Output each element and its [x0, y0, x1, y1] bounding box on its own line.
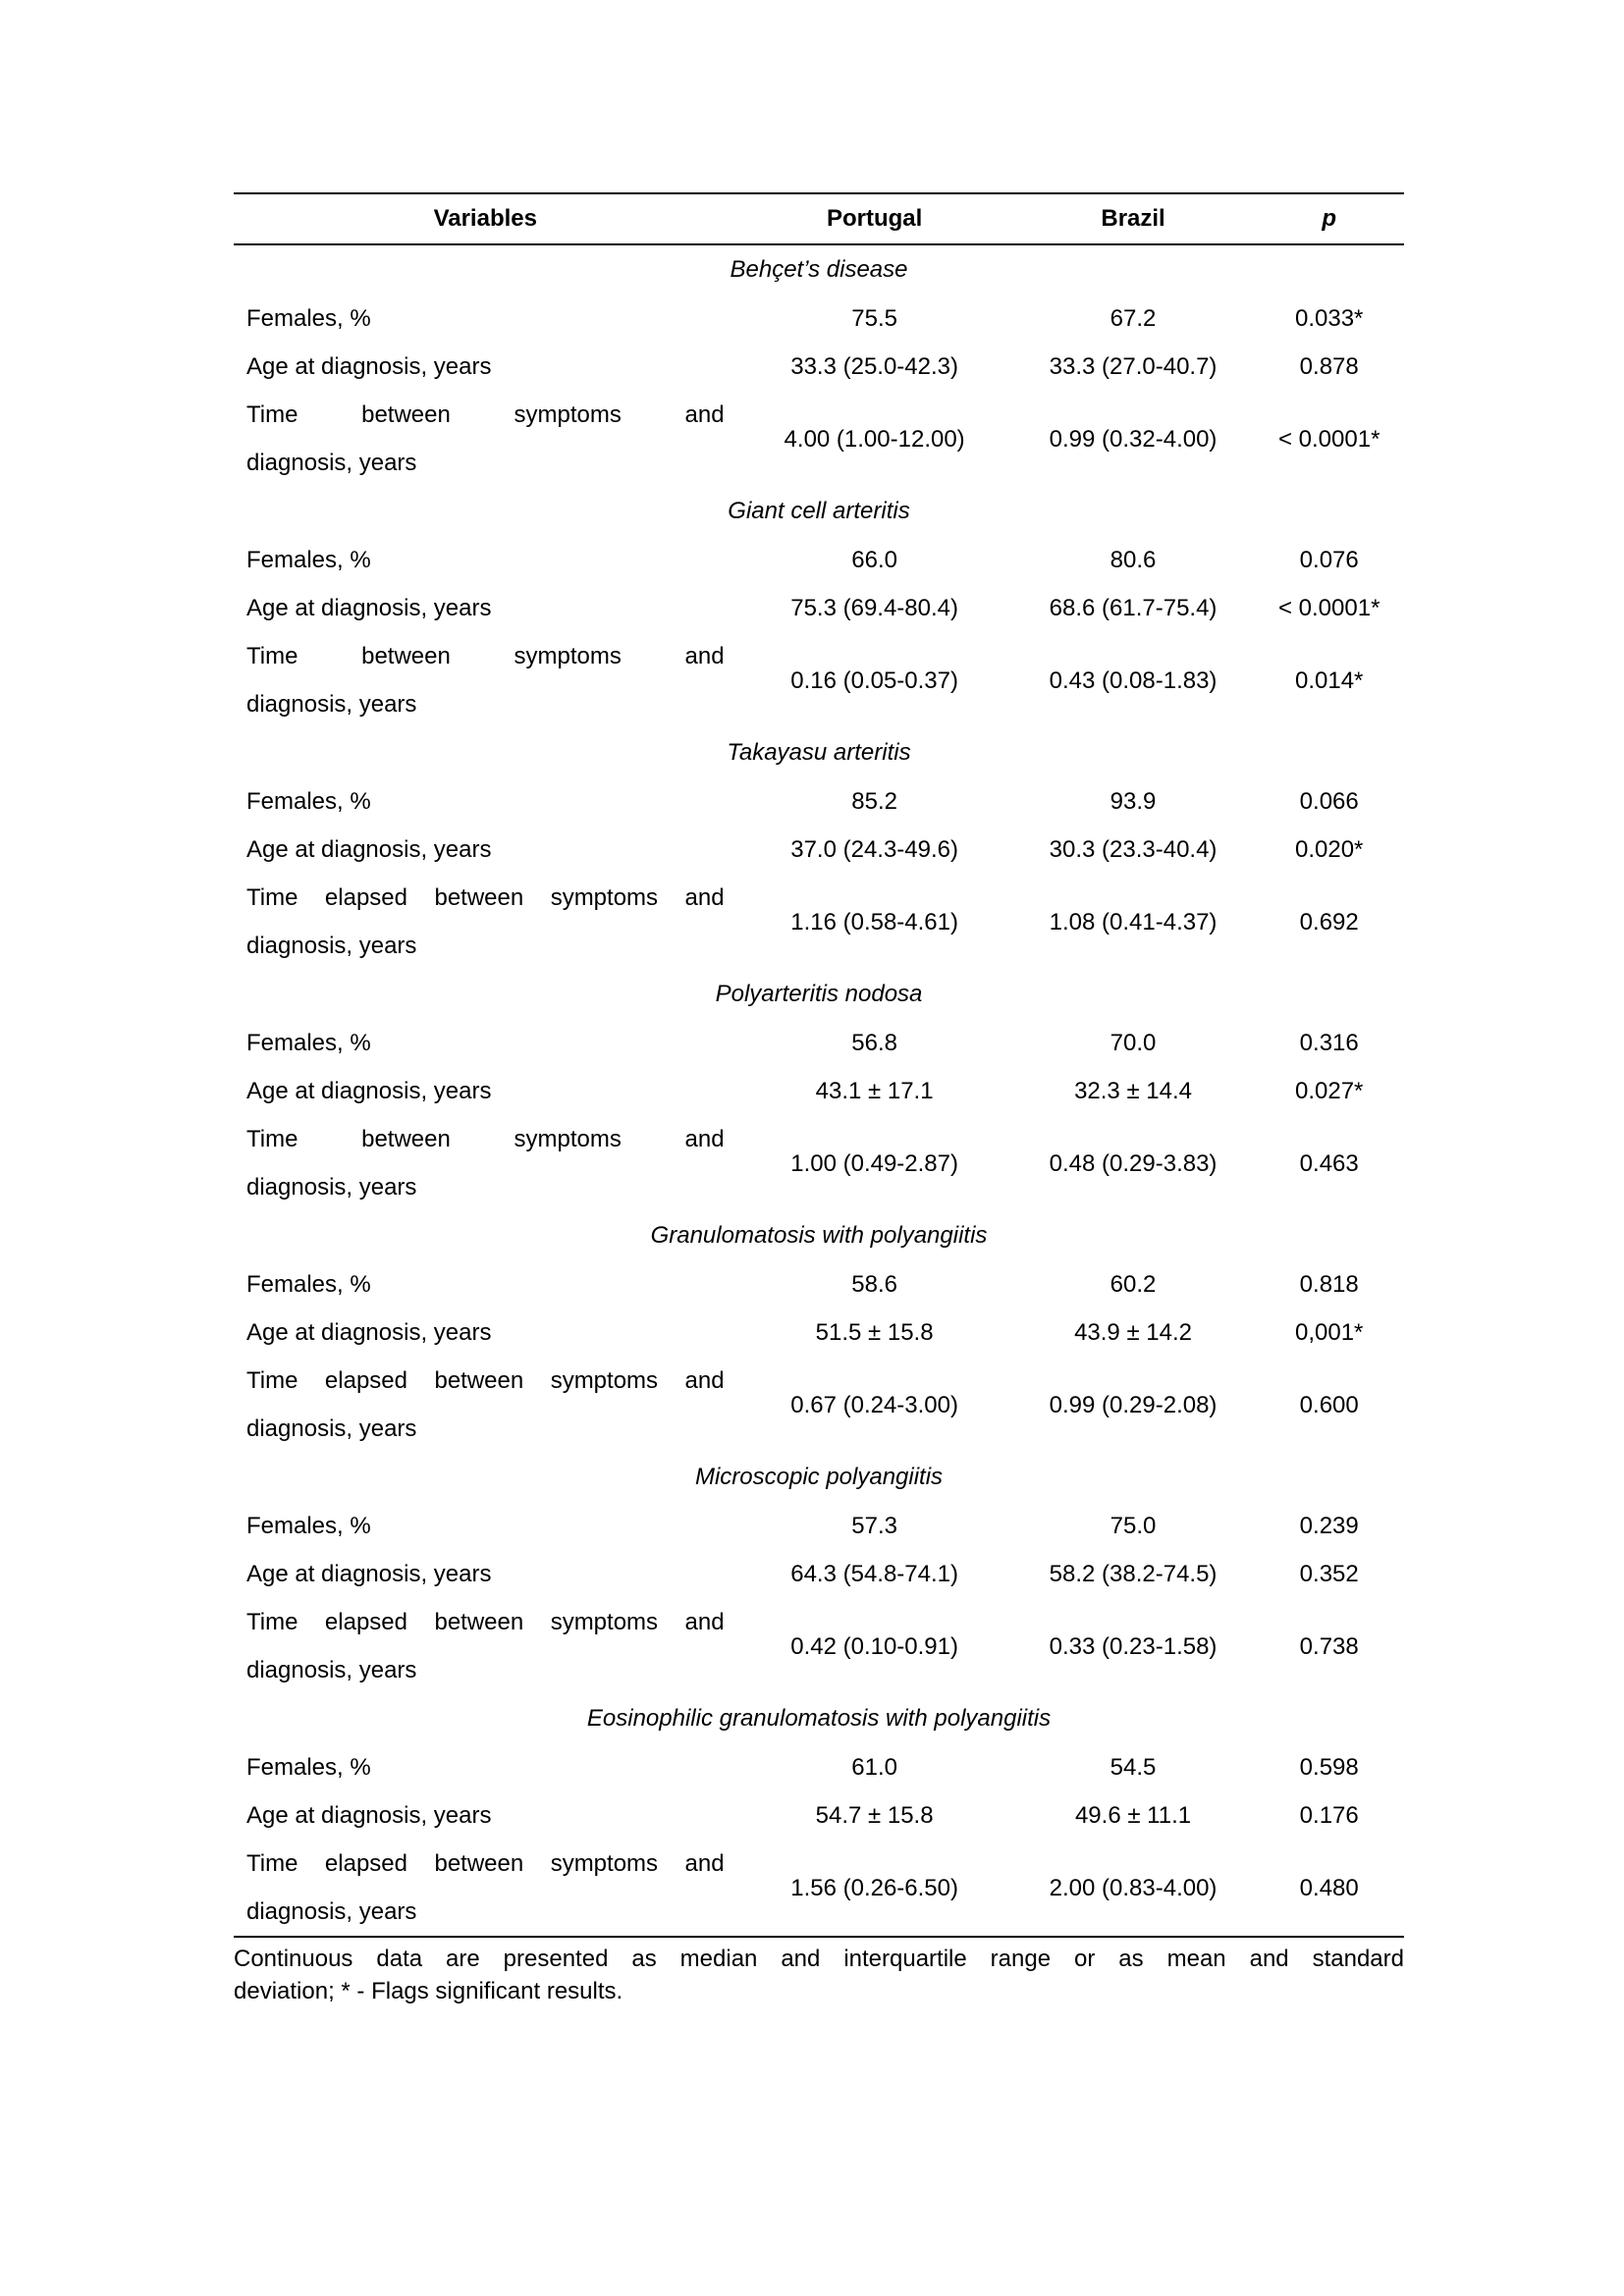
variable-label [234, 1308, 737, 1357]
p-value: 0.818 [1299, 1271, 1359, 1298]
portugal-value: 37.0 (24.3-49.6) [790, 836, 958, 863]
brazil-value: 2.00 (0.83-4.00) [1049, 1874, 1218, 1901]
table-row [234, 1357, 1404, 1453]
portugal-value: 0.42 (0.10-0.91) [790, 1632, 958, 1660]
section-title-row [234, 244, 1404, 294]
variable-label [234, 1743, 737, 1791]
portugal-value: 85.2 [851, 788, 897, 815]
p-value: 0.692 [1299, 908, 1359, 935]
p-value: 0.738 [1299, 1632, 1359, 1660]
section-title-row [234, 1453, 1404, 1502]
variable-label-line: Age at diagnosis, years [246, 353, 492, 380]
section-title-row [234, 487, 1404, 536]
p-value: 0.598 [1299, 1754, 1359, 1781]
table-row [234, 1743, 1404, 1791]
variable-label-line: Time between symptoms and [246, 401, 725, 428]
portugal-value: 1.00 (0.49-2.87) [790, 1149, 958, 1177]
brazil-value: 0.99 (0.32-4.00) [1049, 425, 1218, 453]
portugal-value: 64.3 (54.8-74.1) [790, 1561, 958, 1587]
variable-label-line: Time elapsed between symptoms and [246, 1850, 725, 1877]
brazil-value: 43.9 ± 14.2 [1074, 1319, 1192, 1346]
variable-label [234, 632, 737, 728]
variable-label [234, 1019, 737, 1067]
table-row [234, 1067, 1404, 1115]
portugal-value: 1.16 (0.58-4.61) [790, 908, 958, 935]
p-value: 0.014* [1295, 667, 1364, 694]
variable-label [234, 343, 737, 391]
variable-label [234, 777, 737, 826]
brazil-value: 32.3 ± 14.4 [1074, 1078, 1192, 1104]
brazil-value: 75.0 [1110, 1513, 1157, 1539]
table-row [234, 826, 1404, 874]
p-value: 0.352 [1299, 1561, 1359, 1587]
portugal-value: 75.5 [851, 305, 897, 332]
brazil-value: 49.6 ± 11.1 [1074, 1802, 1192, 1829]
table-row [234, 1019, 1404, 1067]
variable-label-line: Age at diagnosis, years [246, 595, 492, 621]
portugal-value: 0.16 (0.05-0.37) [790, 667, 958, 694]
table-row [234, 536, 1404, 584]
brazil-value: 70.0 [1110, 1030, 1157, 1056]
variable-label-line: Females, % [246, 1271, 371, 1298]
section-title-row [234, 1694, 1404, 1743]
portugal-value: 51.5 ± 15.8 [815, 1319, 934, 1346]
variable-label [234, 1598, 737, 1694]
variable-label-line: Age at diagnosis, years [246, 1802, 492, 1829]
variable-label [234, 874, 737, 970]
variable-label-line: diagnosis, years [246, 450, 417, 476]
p-value: 0.480 [1299, 1874, 1359, 1901]
p-value: 0.239 [1299, 1513, 1359, 1539]
brazil-value: 0.99 (0.29-2.08) [1049, 1391, 1218, 1418]
portugal-value: 61.0 [851, 1754, 897, 1781]
brazil-value: 33.3 (27.0-40.7) [1049, 353, 1218, 380]
brazil-value: 54.5 [1110, 1754, 1157, 1781]
table-row [234, 1840, 1404, 1937]
variable-label-line: Females, % [246, 547, 371, 573]
brazil-value: 58.2 (38.2-74.5) [1049, 1561, 1218, 1587]
section-title: Polyarteritis nodosa [715, 981, 923, 1007]
p-value: 0.878 [1299, 353, 1359, 380]
variable-label-line: diagnosis, years [246, 933, 417, 959]
table-body [234, 244, 1404, 1937]
brazil-value: 30.3 (23.3-40.4) [1049, 836, 1218, 863]
footnote-line: deviation; * - Flags significant results. [234, 1978, 623, 2004]
p-value: 0.066 [1299, 788, 1359, 815]
portugal-value: 75.3 (69.4-80.4) [790, 595, 958, 621]
section-title-row [234, 728, 1404, 777]
header-portugal: Portugal [826, 205, 923, 232]
table-row [234, 391, 1404, 487]
p-value: 0.463 [1299, 1149, 1359, 1177]
variable-label-line: diagnosis, years [246, 691, 417, 718]
variable-label [234, 1840, 737, 1937]
variable-label [234, 294, 737, 343]
variable-label-line: Time elapsed between symptoms and [246, 884, 725, 911]
variable-label [234, 584, 737, 632]
section-title: Giant cell arteritis [728, 498, 910, 524]
portugal-value: 33.3 (25.0-42.3) [790, 353, 958, 380]
table-header-row [234, 193, 1404, 244]
brazil-value: 80.6 [1110, 547, 1157, 573]
table-row [234, 584, 1404, 632]
p-value: 0.027* [1295, 1078, 1364, 1104]
p-value: 0,001* [1295, 1319, 1364, 1346]
variable-label-line: diagnosis, years [246, 1174, 417, 1201]
variable-label [234, 391, 737, 487]
variable-label [234, 1357, 737, 1453]
variable-label [234, 1115, 737, 1211]
brazil-value: 60.2 [1110, 1271, 1157, 1298]
section-title: Granulomatosis with polyangiitis [650, 1222, 988, 1249]
variable-label-line: diagnosis, years [246, 1415, 417, 1442]
comparison-table [234, 192, 1404, 1938]
variable-label-line: Age at diagnosis, years [246, 1561, 492, 1587]
p-value: 0.600 [1299, 1391, 1359, 1418]
footnote-line: Continuous data are presented as median and interquartile range or as mean and standard [234, 1946, 1404, 1972]
variable-label [234, 1260, 737, 1308]
p-value: < 0.0001* [1277, 425, 1380, 453]
variable-label-line: Time elapsed between symptoms and [246, 1609, 725, 1635]
table-row [234, 1550, 1404, 1598]
table-row [234, 1260, 1404, 1308]
variable-label-line: Time elapsed between symptoms and [246, 1367, 725, 1394]
table-row [234, 343, 1404, 391]
brazil-value: 0.48 (0.29-3.83) [1049, 1149, 1218, 1177]
variable-label-line: Females, % [246, 305, 371, 332]
portugal-value: 43.1 ± 17.1 [815, 1078, 934, 1104]
variable-label-line: diagnosis, years [246, 1657, 417, 1683]
brazil-value: 1.08 (0.41-4.37) [1049, 908, 1218, 935]
p-value: 0.033* [1295, 305, 1364, 332]
section-title: Microscopic polyangiitis [694, 1464, 944, 1490]
section-title: Eosinophilic granulomatosis with polyangiitis [586, 1705, 1052, 1732]
table-row [234, 1791, 1404, 1840]
table-row [234, 632, 1404, 728]
table-row [234, 1115, 1404, 1211]
p-value: 0.020* [1295, 836, 1364, 863]
section-title: Takayasu arteritis [727, 739, 911, 766]
header-brazil: Brazil [1101, 205, 1165, 232]
brazil-value: 93.9 [1110, 788, 1157, 815]
table-footnote [234, 1943, 1404, 2007]
variable-label-line: Age at diagnosis, years [246, 1319, 492, 1346]
portugal-value: 58.6 [851, 1271, 897, 1298]
brazil-value: 68.6 (61.7-75.4) [1049, 595, 1218, 621]
p-value: 0.316 [1299, 1030, 1359, 1056]
portugal-value: 54.7 ± 15.8 [815, 1802, 934, 1829]
variable-label-line: Age at diagnosis, years [246, 1078, 492, 1104]
variable-label [234, 1550, 737, 1598]
variable-label-line: Time between symptoms and [246, 1126, 725, 1152]
variable-label-line: Females, % [246, 1030, 371, 1056]
table-row [234, 1502, 1404, 1550]
variable-label-line: Females, % [246, 1754, 371, 1781]
variable-label-line: Females, % [246, 1513, 371, 1539]
portugal-value: 66.0 [851, 547, 897, 573]
section-title-row [234, 1211, 1404, 1260]
portugal-value: 57.3 [851, 1513, 897, 1539]
p-value: 0.076 [1299, 547, 1359, 573]
variable-label [234, 536, 737, 584]
section-title-row [234, 970, 1404, 1019]
brazil-value: 0.43 (0.08-1.83) [1049, 667, 1218, 694]
table-row [234, 1308, 1404, 1357]
portugal-value: 4.00 (1.00-12.00) [784, 425, 965, 453]
variable-label-line: Females, % [246, 788, 371, 815]
portugal-value: 56.8 [851, 1030, 897, 1056]
variable-label-line: Age at diagnosis, years [246, 836, 492, 863]
table-row [234, 777, 1404, 826]
portugal-value: 0.67 (0.24-3.00) [790, 1391, 958, 1418]
table-row [234, 294, 1404, 343]
variable-label [234, 1791, 737, 1840]
header-p-value: p [1322, 205, 1337, 232]
brazil-value: 67.2 [1110, 305, 1157, 332]
variable-label-line: Time between symptoms and [246, 643, 725, 669]
variable-label [234, 826, 737, 874]
p-value: < 0.0001* [1277, 595, 1380, 621]
table-row [234, 1598, 1404, 1694]
variable-label [234, 1067, 737, 1115]
variable-label [234, 1502, 737, 1550]
table-row [234, 874, 1404, 970]
header-variables: Variables [433, 205, 537, 232]
portugal-value: 1.56 (0.26-6.50) [790, 1874, 958, 1901]
table-container [234, 192, 1404, 2007]
section-title: Behçet’s disease [730, 256, 908, 283]
p-value: 0.176 [1299, 1802, 1359, 1829]
variable-label-line: diagnosis, years [246, 1898, 417, 1925]
brazil-value: 0.33 (0.23-1.58) [1049, 1632, 1218, 1660]
